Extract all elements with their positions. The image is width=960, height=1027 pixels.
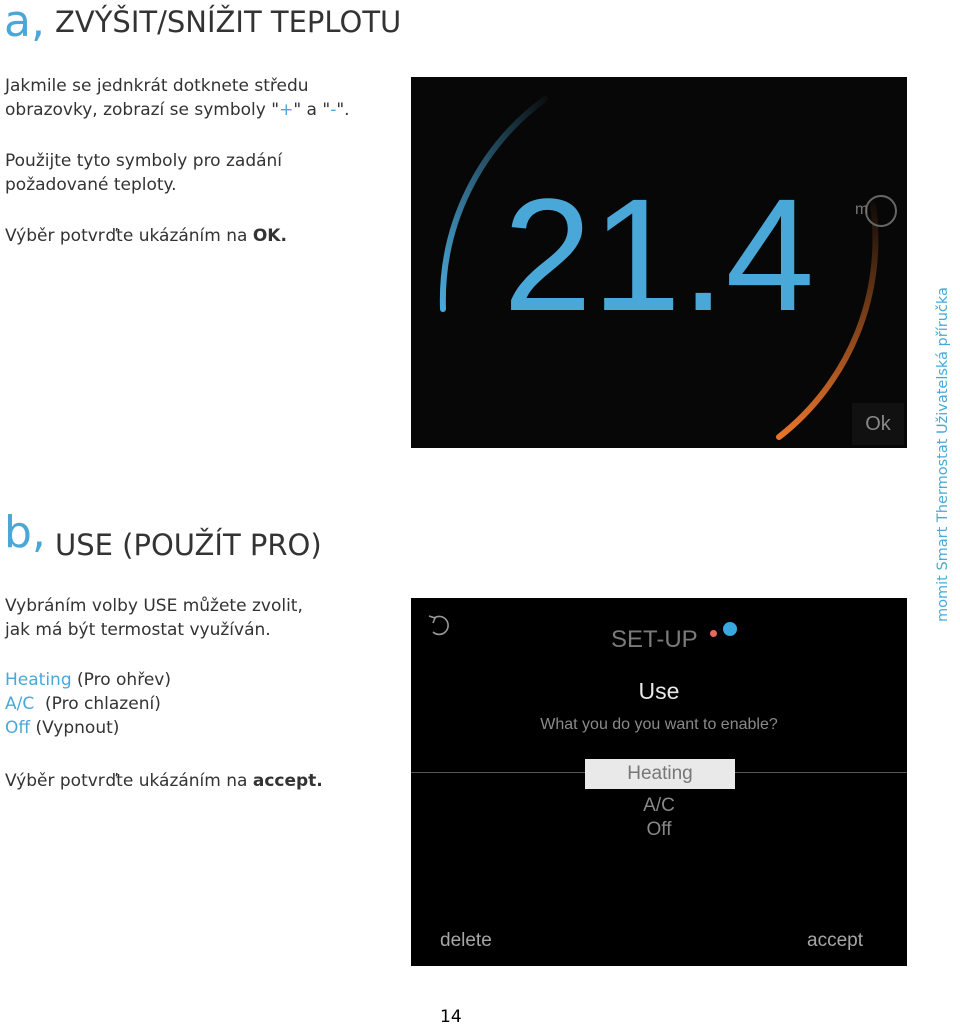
section-b-para1 [5,594,405,642]
undo-icon[interactable] [425,610,455,640]
section-a-para1-line1: Jakmile se jednkrát dotknete středu [5,76,309,96]
side-title: momit Smart Thermostat Uživatelská příručka [935,287,951,622]
text-span: Výběr potvrďte ukázáním na [5,226,253,246]
ok-bold: OK. [252,226,287,246]
text-span: (Pro ohřev) [71,670,171,690]
mode-circle-icon[interactable] [865,195,897,227]
setup-subtitle: Use [638,678,680,704]
temperature-value: 21.4 [503,165,815,344]
text-span: obrazovky, zobrazí se symboly " [5,100,280,120]
text-span: (Vypnout) [30,718,120,738]
section-a-heading: ZVÝŠIT/SNÍŽIT TEPLOTU [55,5,402,39]
option-heating-line [5,668,405,692]
option-off[interactable]: Off [646,819,672,840]
option-ac[interactable]: A/C [643,795,675,816]
option-off-label: Off [5,718,31,738]
section-a-para2-line1: Použijte tyto symboly pro zadání [5,151,283,171]
section-a-para3 [5,224,405,248]
page-number: 14 [440,1007,462,1027]
status-dot-red [710,630,717,637]
minus-symbol: - [330,100,337,120]
option-heating-label: Heating [5,670,72,690]
option-heating[interactable]: Heating [585,759,735,789]
delete-button[interactable]: delete [440,930,492,951]
thermostat-screen-temperature [411,77,907,448]
section-a-para2 [5,149,405,197]
text-span: " a " [293,100,331,120]
accept-button[interactable]: accept [807,930,863,951]
thermostat-screen-setup [411,598,907,966]
section-a-para2-line2: požadované teploty. [5,175,177,195]
status-dot-blue [723,622,737,636]
option-ac-label: A/C [5,694,35,714]
setup-title: SET-UP [611,626,698,653]
option-off-line [5,716,405,740]
setup-question: What you do you want to enable? [540,716,778,733]
section-b-para1-line2: jak má být termostat využíván. [5,620,271,640]
text-span: Výběr potvrďte ukázáním na [5,771,253,791]
accept-bold: accept. [252,771,323,791]
mode-label: m [855,201,869,218]
plus-symbol: + [279,100,294,120]
section-a-para1-line2 [5,98,405,122]
section-b-confirm [5,769,405,793]
section-b-letter: b, [4,507,46,558]
section-b-options [5,668,405,740]
section-b-para1-line1: Vybráním volby USE můžete zvolit, [5,596,303,616]
text-span: ". [336,100,350,120]
ok-button[interactable]: Ok [852,403,904,445]
section-b-heading: USE (POUŽÍT PRO) [55,528,322,562]
section-a-para1 [5,74,405,122]
text-span: (Pro chlazení) [34,694,161,714]
section-a-letter: a, [4,0,45,47]
option-ac-line [5,692,405,716]
